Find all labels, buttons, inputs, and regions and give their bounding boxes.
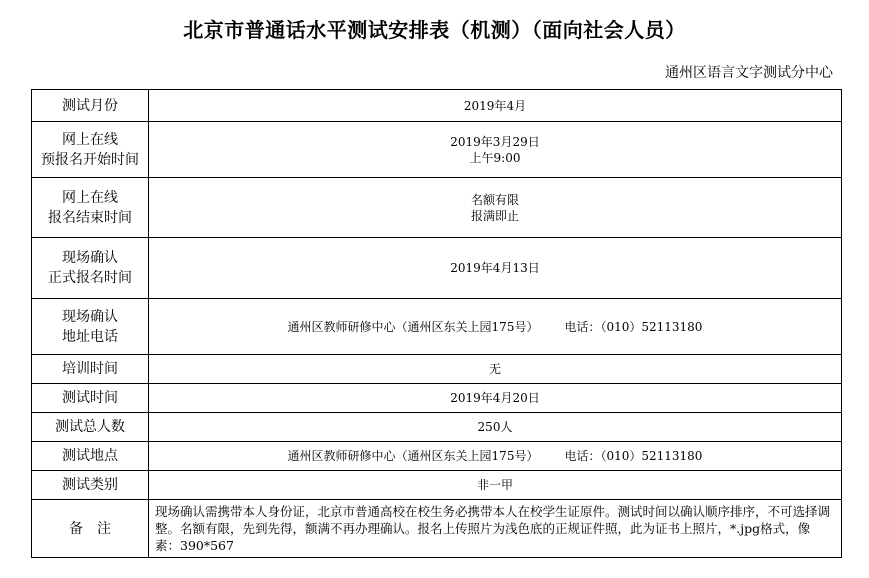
row-label: 备 注 xyxy=(32,500,149,558)
row-label: 测试总人数 xyxy=(32,413,149,442)
page-title: 北京市普通话水平测试安排表（机测）（面向社会人员） xyxy=(183,18,686,42)
row-label: 测试地点 xyxy=(32,442,149,471)
row-value: 无 xyxy=(149,355,842,384)
row-label: 网上在线 报名结束时间 xyxy=(32,178,149,238)
table-row xyxy=(32,178,842,238)
table-row xyxy=(32,413,842,442)
row-value: 非一甲 xyxy=(149,471,842,500)
remarks-text: 现场确认需携带本人身份证，北京市普通高校在校生务必携带本人在校学生证原件。测试时间以确认顺序排序，不可选择调整。名额有限，先到先得，额满不再办理确认。报名上传照片为浅色底的正规证件照，此为证书上照片，*.jpg格式，像素：390*567 xyxy=(149,500,842,558)
row-value: 通州区教师研修中心（通州区东关上园175号） 电话：（010）52113180 xyxy=(149,299,842,355)
table-row xyxy=(32,355,842,384)
row-value: 2019年4月13日 xyxy=(149,238,842,299)
table-row xyxy=(32,442,842,471)
row-label: 培训时间 xyxy=(32,355,149,384)
row-value: 2019年3月29日 上午9:00 xyxy=(149,122,842,178)
row-value: 名额有限 报满即止 xyxy=(149,178,842,238)
row-value: 通州区教师研修中心（通州区东关上园175号） 电话：（010）52113180 xyxy=(149,442,842,471)
row-label: 测试时间 xyxy=(32,384,149,413)
table-row xyxy=(32,299,842,355)
table-row xyxy=(32,384,842,413)
row-value: 2019年4月20日 xyxy=(149,384,842,413)
row-label: 现场确认 地址电话 xyxy=(32,299,149,355)
organizer-name: 通州区语言文字测试分中心 xyxy=(665,65,833,81)
row-label: 测试月份 xyxy=(32,90,149,122)
schedule-table xyxy=(31,89,842,558)
table-row xyxy=(32,238,842,299)
row-label: 现场确认 正式报名时间 xyxy=(32,238,149,299)
table-row xyxy=(32,500,842,558)
row-label: 网上在线 预报名开始时间 xyxy=(32,122,149,178)
table-row xyxy=(32,471,842,500)
row-value: 2019年4月 xyxy=(149,90,842,122)
row-label: 测试类别 xyxy=(32,471,149,500)
row-value: 250人 xyxy=(149,413,842,442)
table-row xyxy=(32,90,842,122)
table-row xyxy=(32,122,842,178)
